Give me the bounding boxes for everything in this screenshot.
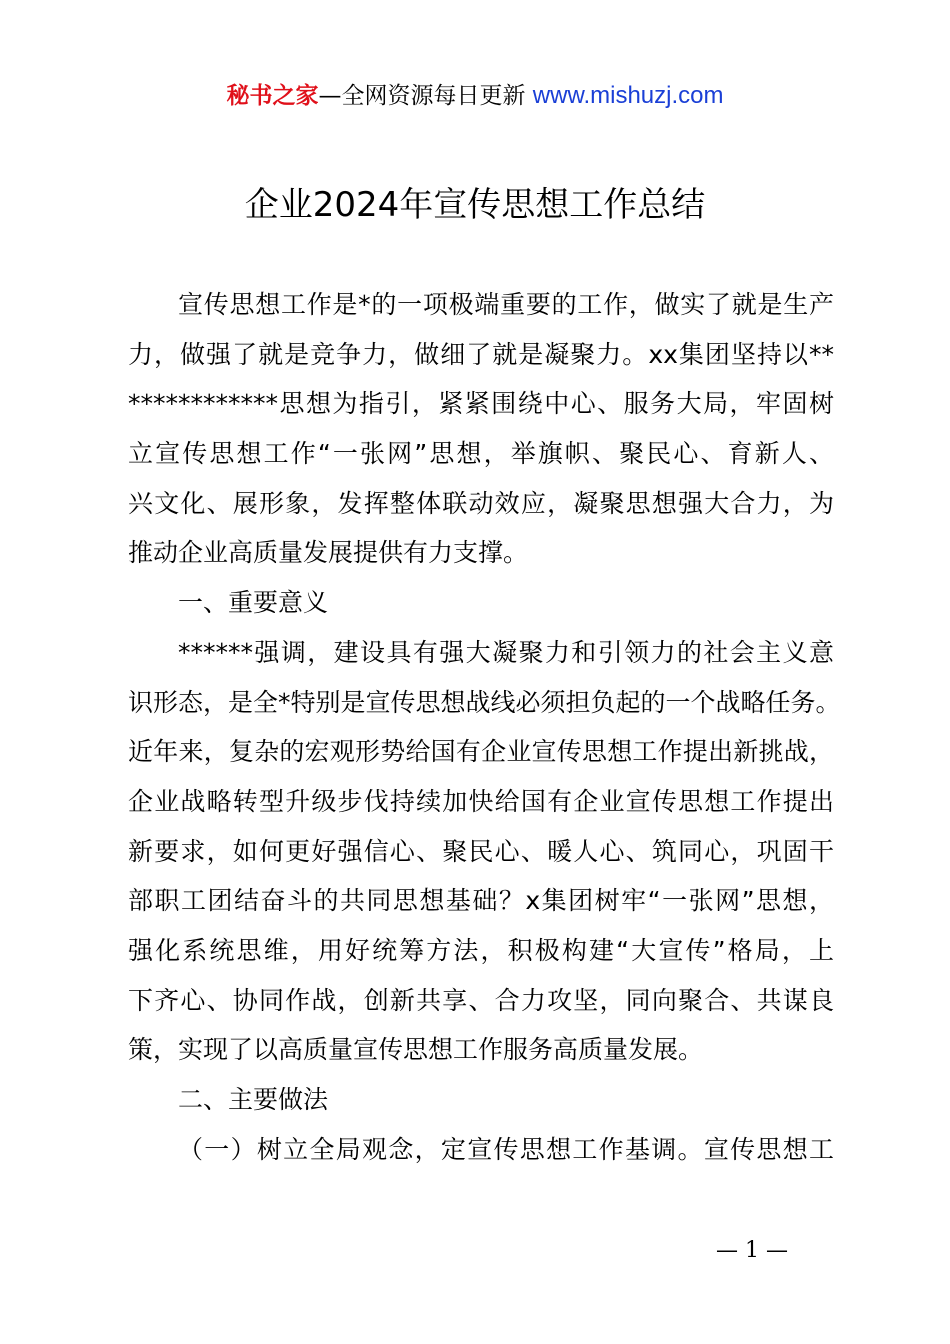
paragraph-line: 识形态，是全*特别是宣传思想战线必须担负起的一个战略任务。 [128, 687, 841, 717]
paragraph-line: ******强调，建设具有强大凝聚力和引领力的社会主义意 [178, 637, 834, 667]
paragraph-line: 下齐心、协同作战，创新共享、合力攻坚，同向聚合、共谋良 [128, 985, 834, 1015]
paragraph-line: 近年来，复杂的宏观形势给国有企业宣传思想工作提出新挑战， [128, 737, 834, 767]
paragraph-line: 企业战略转型升级步伐持续加快给国有企业宣传思想工作提出 [128, 786, 834, 816]
document-body [128, 280, 841, 1174]
header-brand: 秘书之家 [226, 83, 319, 109]
paragraph-line: 部职工团结奋斗的共同思想基础？x集团树牢“一张网”思想， [128, 886, 834, 916]
paragraph-line: ************思想为指引，紧紧围绕中心、服务大局，牢固树 [128, 389, 834, 419]
paragraph-line: （一）树立全局观念，定宣传思想工作基调。宣传思想工 [178, 1134, 834, 1164]
paragraph-line: 推动企业高质量发展提供有力支撑。 [128, 538, 529, 568]
paragraph-line: 宣传思想工作是*的一项极端重要的工作，做实了就是生产 [178, 290, 834, 319]
header-slogan: —全网资源每日更新 [318, 83, 533, 109]
paragraph-line: 兴文化、展形象，发挥整体联动效应，凝聚思想强大合力，为 [128, 488, 834, 518]
paragraph-line: 力，做强了就是竞争力，做细了就是凝聚力。xx集团坚持以** [128, 339, 834, 369]
paragraph-line: 强化系统思维，用好统筹方法，积极构建“大宣传”格局，上 [128, 935, 834, 965]
site-header [0, 80, 950, 112]
section-heading: 一、重要意义 [178, 588, 329, 618]
paragraph-line: 新要求，如何更好强信心、聚民心、暖人心、筑同心，巩固干 [128, 836, 834, 866]
page-number: — 1 — [716, 1238, 788, 1263]
section-heading: 二、主要做法 [178, 1085, 329, 1114]
paragraph-line: 策，实现了以高质量宣传思想工作服务高质量发展。 [128, 1035, 704, 1065]
paragraph-line: 立宣传思想工作“一张网”思想，举旗帜、聚民心、育新人、 [128, 439, 834, 469]
header-url-link[interactable]: www.mishuzj.com [532, 82, 724, 109]
document-title: 企业2024年宣传思想工作总结 [244, 185, 706, 225]
